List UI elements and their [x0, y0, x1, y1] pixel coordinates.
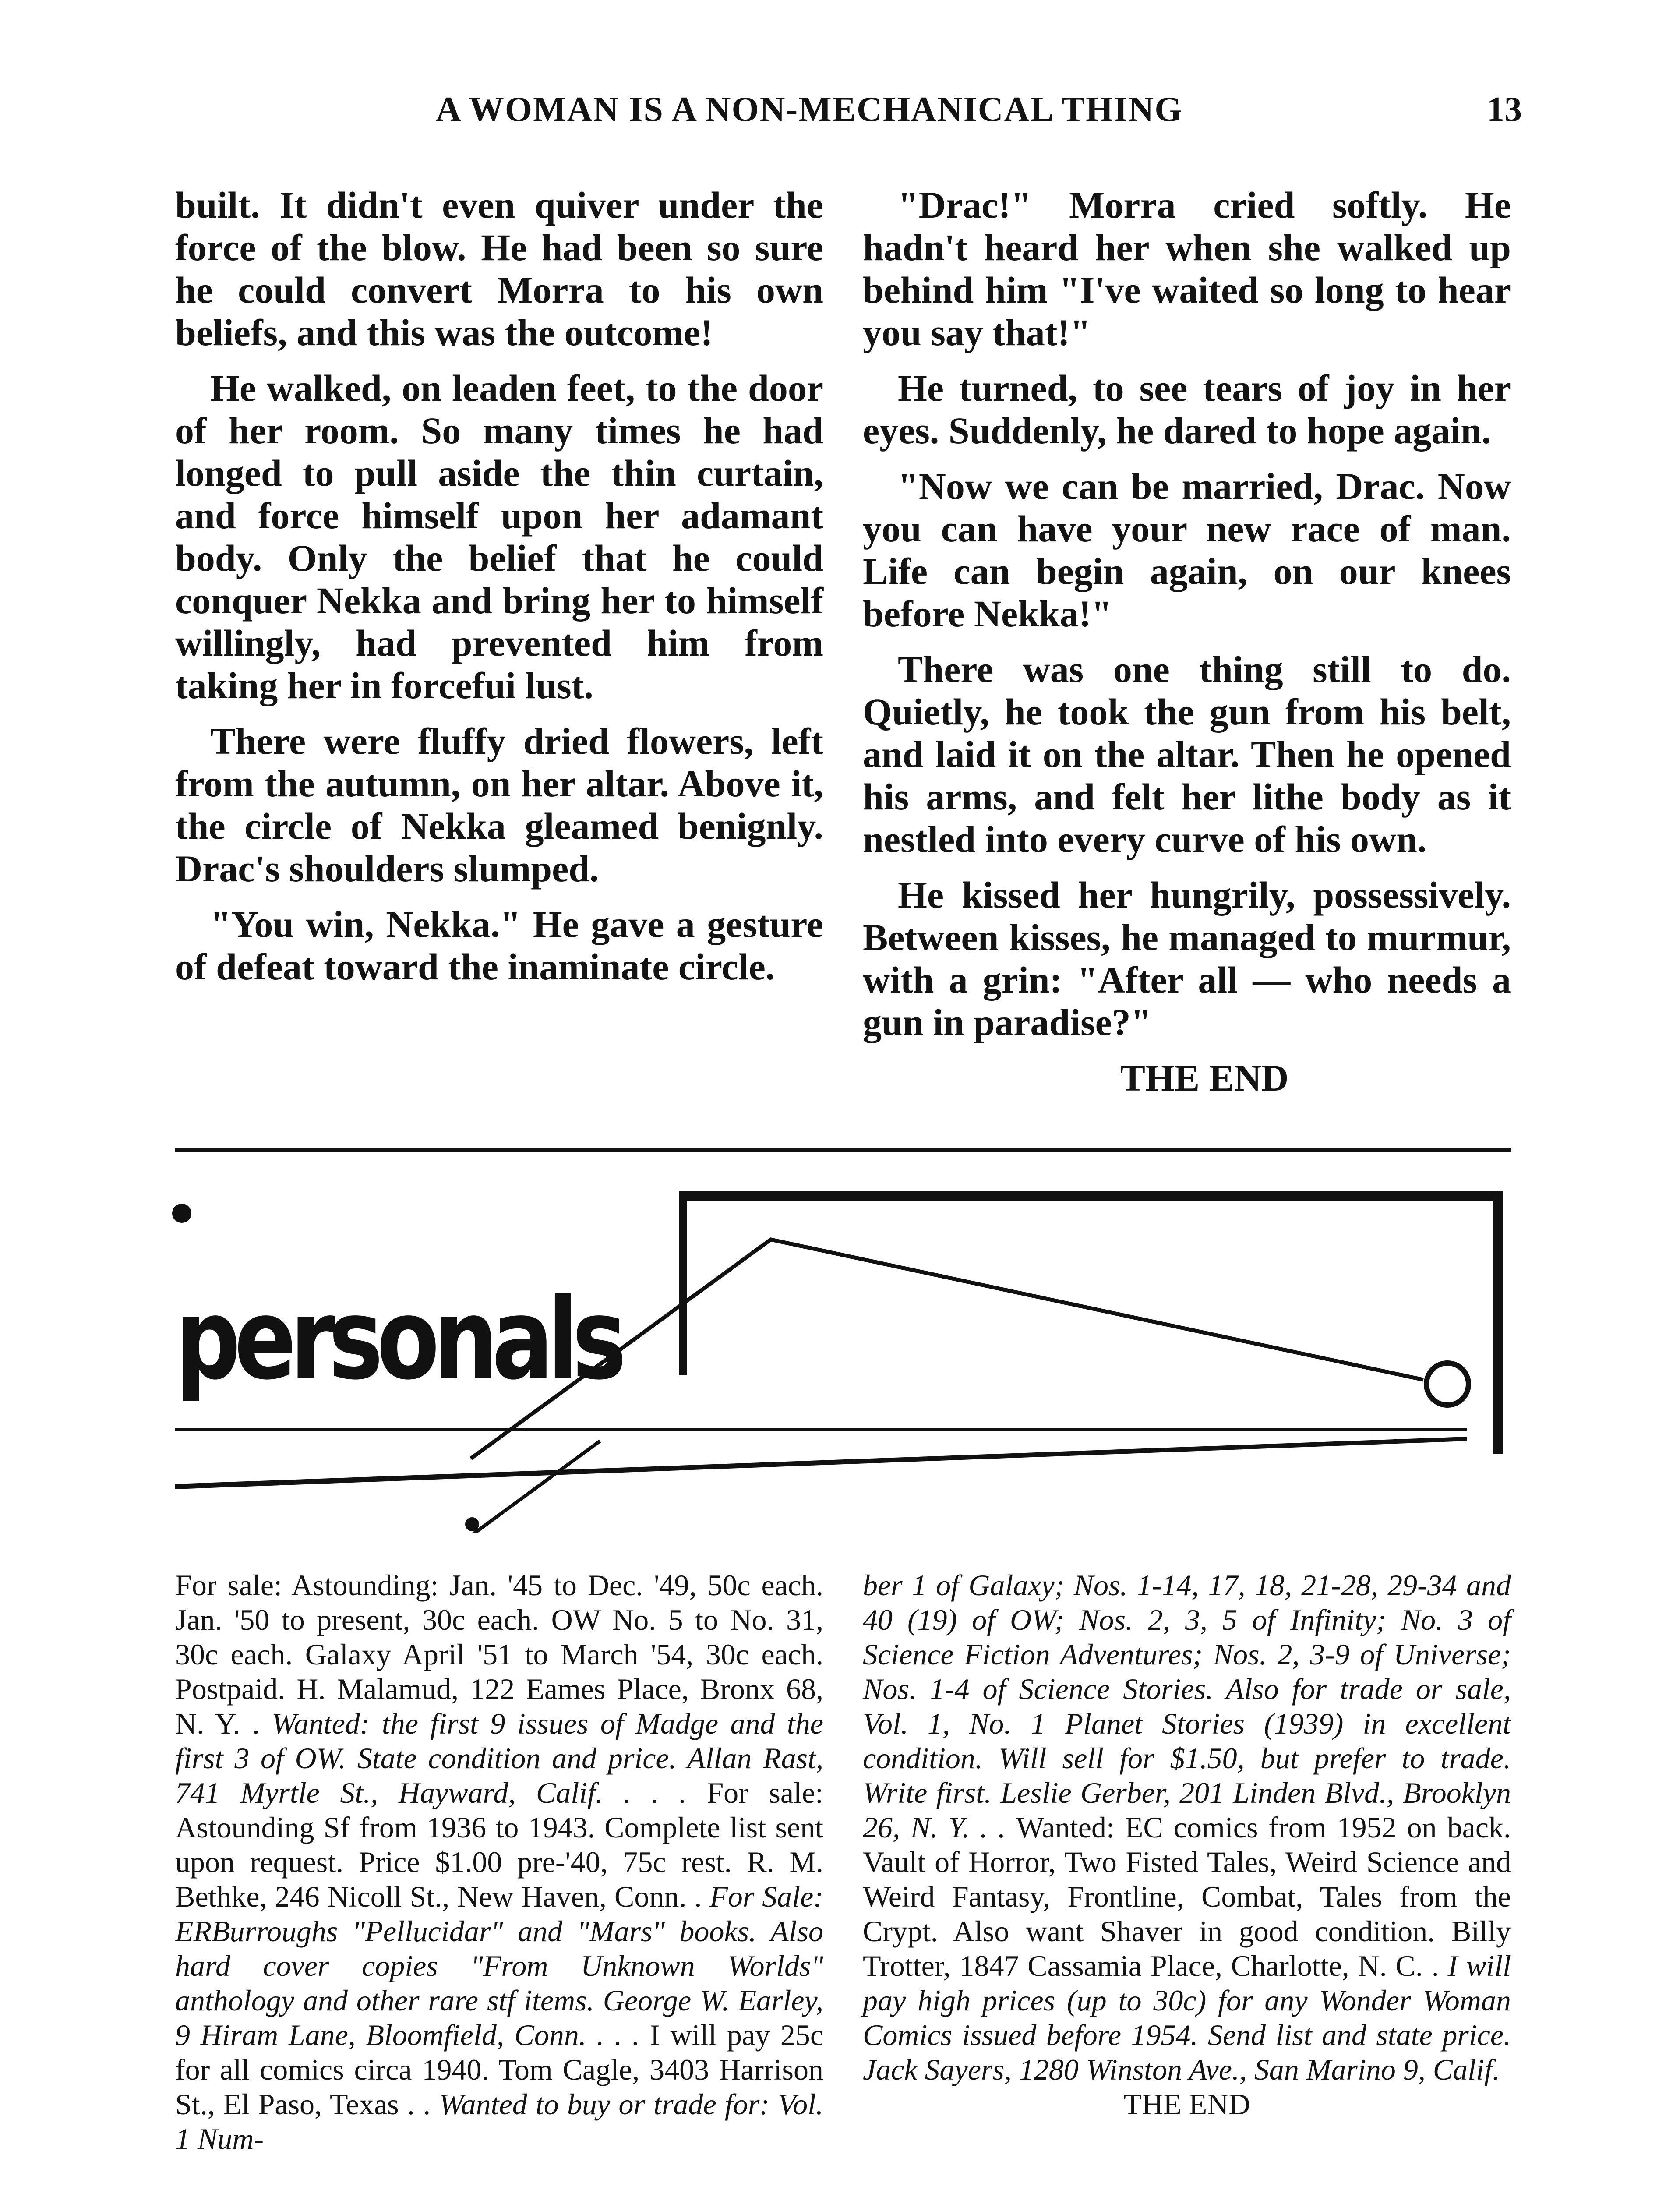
personal-ad: For sale: Astounding Sf from 1936 to 1943. Complete list sent upon request. Price $1.00 pre-'40, 75c rest. R. M. Bethke, 246 Nicoll St., New Haven, Conn. . — [175, 1776, 824, 1913]
story-end-label: THE END — [1120, 1057, 1289, 1099]
story-paragraph: "Drac!" Morra cried softly. He hadn't heard her when she walked up behind him "I've waited so long to hear you say that!" — [863, 184, 1511, 353]
personal-ad: I will pay 25c for all comics circa 1940. Tom Cagle, 3403 Harrison St., El Paso, Texas . . — [175, 2018, 823, 2121]
personals-column-left — [175, 1568, 823, 2156]
story-paragraph: He kissed her hungrily, possessively. Between kisses, he managed to murmur, with a grin: "After all — who needs a gun in paradise?" — [863, 874, 1511, 1043]
personals-column-right — [863, 1568, 1511, 2122]
story-paragraph: "Now we can be married, Drac. Now you can have your new race of man. Life can begin again, on our knees before Nekka!" — [863, 465, 1511, 635]
personal-ad: I will pay high prices (up to 30c) for any Wonder Woman Comics issued before 1954. Send list and state price. Jack Sayers, 1280 Winston Ave., San Marino 9, Calif. — [863, 1949, 1511, 2086]
page-number: 13 — [1487, 90, 1522, 129]
story-paragraph: There was one thing still to do. Quietly, he took the gun from his belt, and laid it on the altar. Then he opened his arms, and felt her lithe body as it nestled into every curve of his own. — [863, 648, 1511, 860]
story-paragraph: He turned, to see tears of joy in her eyes. Suddenly, he dared to hope again. — [863, 367, 1511, 452]
story-column-right — [863, 184, 1511, 1113]
story-paragraph: There were fluffy dried flowers, left from the autumn, on her altar. Above it, the circle of Nekka gleamed benignly. Drac's shoulders slumped. — [175, 720, 823, 890]
personal-ad: Wanted to buy or trade for: Vol. 1 Num- — [175, 2088, 823, 2155]
section-divider — [175, 1148, 1511, 1152]
running-title: A WOMAN IS A NON-MECHANICAL THING — [436, 90, 1183, 129]
story-paragraph: built. It didn't even quiver under the force of the blow. He had been so sure he could convert Morra to his own beliefs, and this was the outcome! — [175, 184, 823, 353]
personals-title: personals — [175, 1275, 620, 1405]
story-column-left — [175, 184, 823, 1001]
personal-ad: For sale: Astounding: Jan. '45 to Dec. '49, 50c each. Jan. '50 to present, 30c each. OW No. 5 to No. 31, 30c each. Galaxy April '51 to March '54, 30c each. Postpaid. H. Malamud, 122 Eames Place, Bronx 68, N. Y. . — [175, 1568, 823, 1740]
personal-ad: Wanted: EC comics from 1952 on back. Vault of Horror, Two Fisted Tales, Weird Science and Weird Fantasy, Frontline, Combat, Tales from the Crypt. Also want Shaver in good condition. Billy Trotter, 1847 Cassamia Place, Charlotte, N. C. . — [863, 1811, 1511, 1982]
personals-ads — [863, 1568, 1511, 2087]
personals-banner — [158, 1174, 1533, 1533]
page-header — [175, 90, 1533, 155]
story-paragraph: "You win, Nekka." He gave a gesture of defeat toward the inaminate circle. — [175, 903, 823, 988]
personal-ad: Wanted: the first 9 issues of Madge and the first 3 of OW. State condition and price. Allan Rast, 741 Myrtle St., Hayward, Calif. . . . — [175, 1707, 823, 1809]
personals-ads — [175, 1568, 823, 2156]
personal-ad: ber 1 of Galaxy; Nos. 1-14, 17, 18, 21-28, 29-34 and 40 (19) of OW; Nos. 2, 3, 5 of Infinity; No. 3 of Science Fiction Adventures; Nos. 2, 3-9 of Universe; Nos. 1-4 of Science Stories. Also for trade or sale, Vol. 1, No. 1 Planet Stories (1939) in excellent condition. Will sell for $1.50, but prefer to trade. Write first. Leslie Gerber, 201 Linden Blvd., Brooklyn 26, N. Y. . . — [863, 1568, 1511, 1844]
personals-end-label: THE END — [1123, 2088, 1250, 2121]
personal-ad: For Sale: ERBurroughs "Pellucidar" and "Mars" books. Also hard cover copies "From Unknown Worlds" anthology and other rare stf items. George W. Earley, 9 Hiram Lane, Bloomfield, Conn. . . . — [175, 1880, 824, 2052]
story-paragraph: He walked, on leaden feet, to the door of her room. So many times he had longed to pull aside the thin curtain, and force himself upon her adamant body. Only the belief that he could conquer Nekka and bring her to himself willingly, had prevented him from taking her in forcefui lust. — [175, 367, 823, 706]
